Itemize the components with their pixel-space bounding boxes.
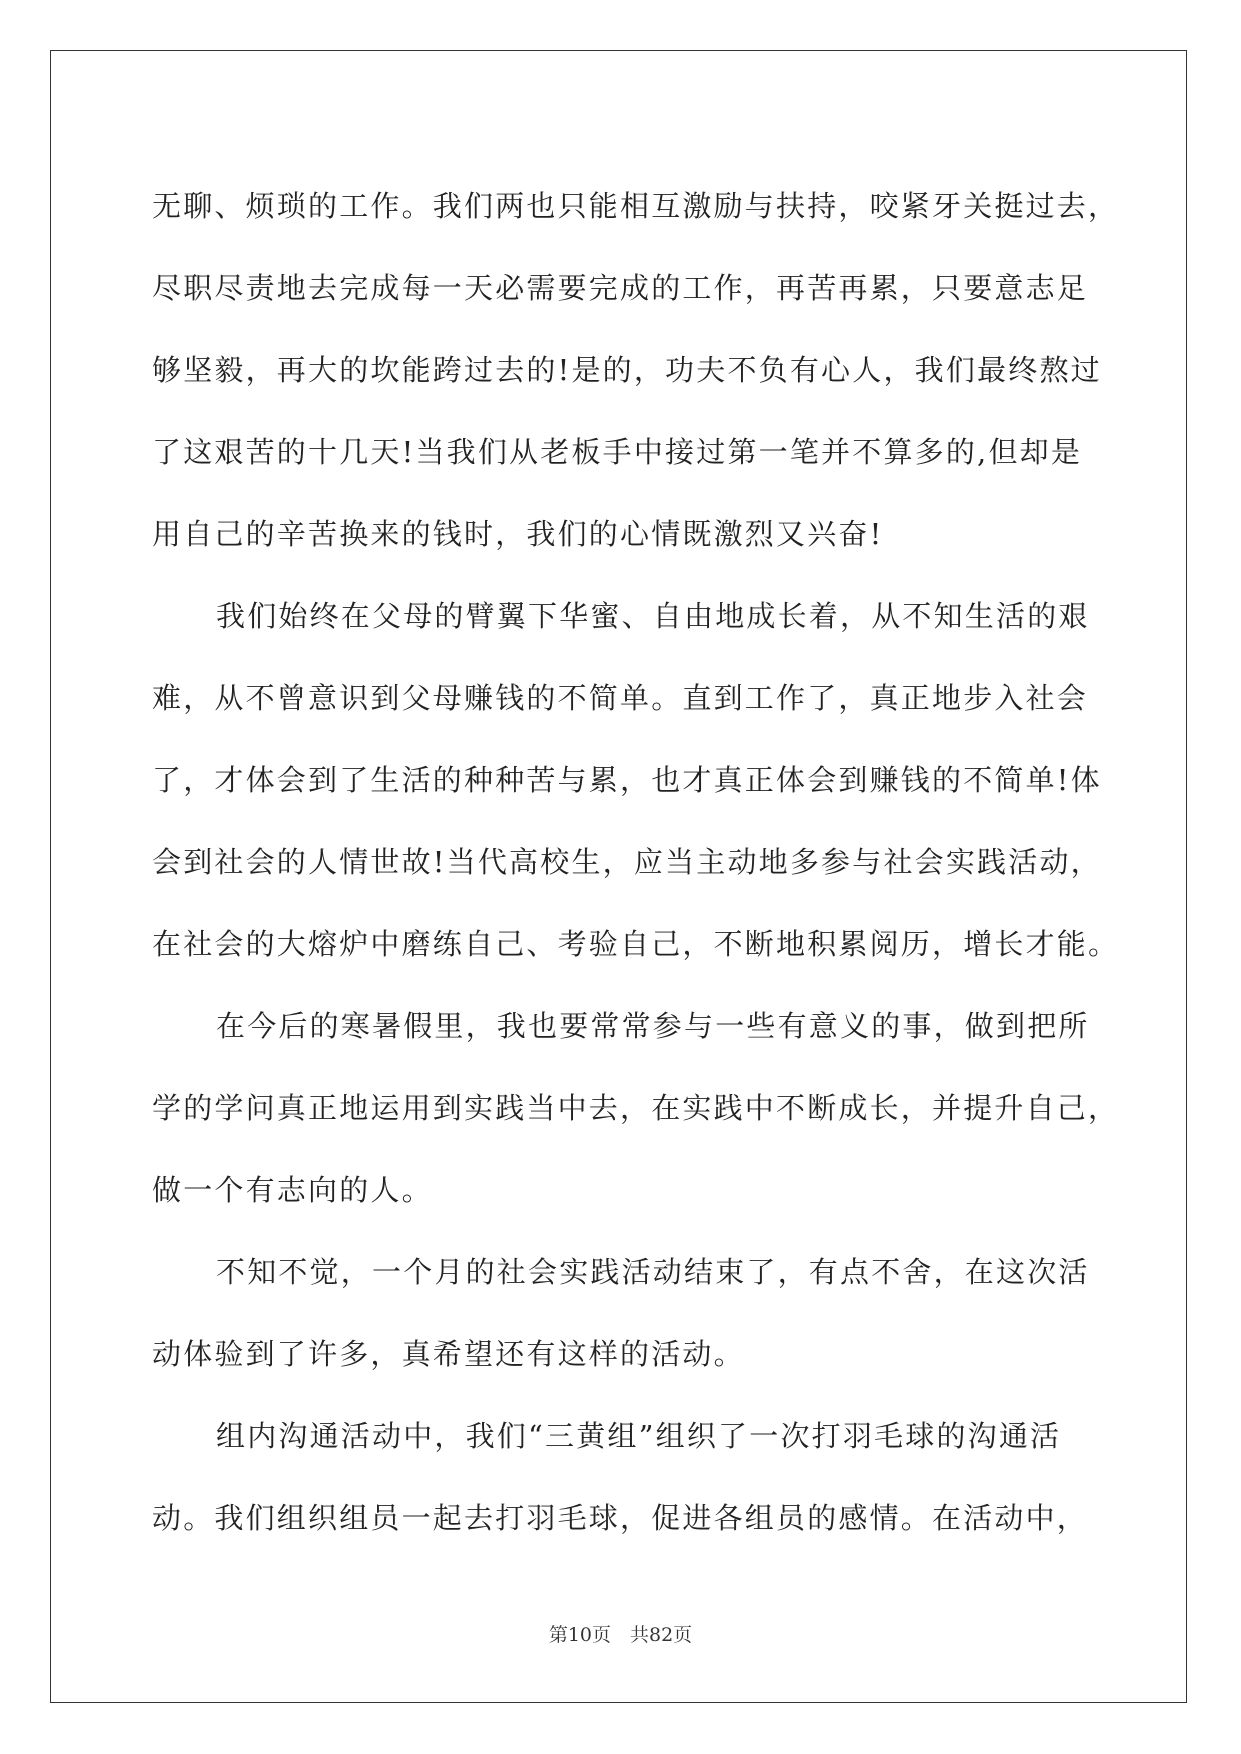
text-line: 会到社会的人情世故!当代高校生，应当主动地多参与社会实践活动，	[152, 845, 1102, 879]
document-body	[152, 165, 1120, 1559]
text-line: 了这艰苦的十几天!当我们从老板手中接过第一笔并不算多的,但却是	[152, 435, 1083, 469]
paragraph-start-line: 我们始终在父母的臂翼下华蜜、自由地成长着，从不知生活的艰	[216, 599, 1090, 633]
page-number-footer: 第10页 共82页	[548, 1624, 693, 1646]
text-line: 在社会的大熔炉中磨练自己、考验自己，不断地积累阅历，增长才能。	[152, 927, 1120, 961]
text-line: 动。我们组织组员一起去打羽毛球，促进各组员的感情。在活动中，	[152, 1501, 1089, 1535]
text-line: 用自己的辛苦换来的钱时，我们的心情既激烈又兴奋!	[152, 517, 884, 551]
text-line: 尽职尽责地去完成每一天必需要完成的工作，再苦再累，只要意志足	[152, 271, 1089, 305]
text-line: 难，从不曾意识到父母赚钱的不简单。直到工作了，真正地步入社会	[152, 681, 1089, 715]
text-line: 了，才体会到了生活的种种苦与累，也才真正体会到赚钱的不简单!体	[152, 763, 1102, 797]
paragraph-start-line: 在今后的寒暑假里，我也要常常参与一些有意义的事，做到把所	[216, 1009, 1090, 1043]
text-line: 无聊、烦琐的工作。我们两也只能相互激励与扶持，咬紧牙关挺过去，	[152, 189, 1120, 223]
paragraph-start-line: 不知不觉，一个月的社会实践活动结束了，有点不舍，在这次活	[216, 1255, 1090, 1289]
text-line: 动体验到了许多，真希望还有这样的活动。	[152, 1337, 745, 1371]
text-line: 学的学问真正地运用到实践当中去，在实践中不断成长，并提升自己，	[152, 1091, 1120, 1125]
text-line: 够坚毅，再大的坎能跨过去的!是的，功夫不负有心人，我们最终熬过	[152, 353, 1102, 387]
text-line: 做一个有志向的人。	[152, 1173, 433, 1207]
paragraph-start-line: 组内沟通活动中，我们“三黄组”组织了一次打羽毛球的沟通活	[216, 1419, 1062, 1453]
